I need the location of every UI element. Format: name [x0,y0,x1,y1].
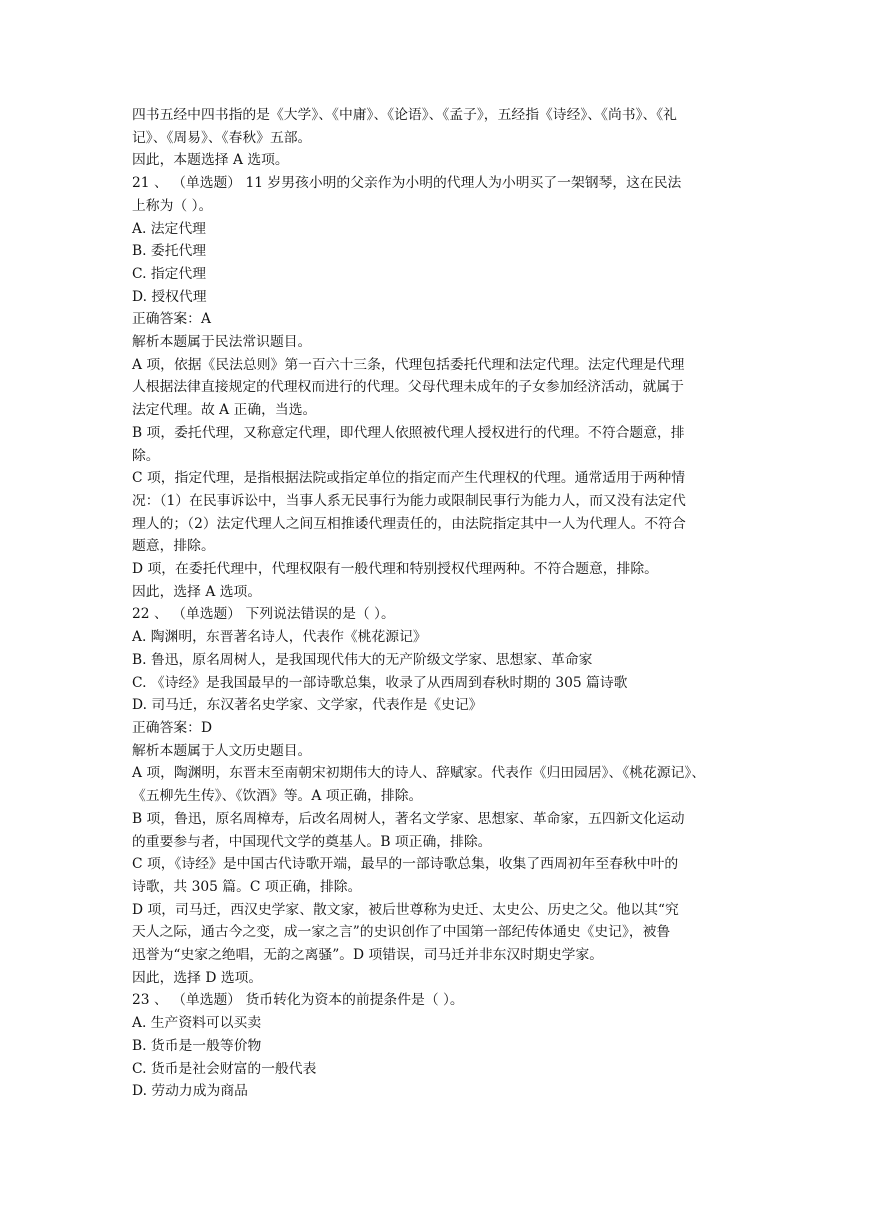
option-c: C. 指定代理 [132,265,207,282]
option-a: A. 法定代理 [132,220,206,237]
analysis-line: 理人的；（2）法定代理人之间互相推诿代理责任的，由法院指定其中一人为代理人。不符合 [132,515,686,532]
option-b: B. 委托代理 [132,243,207,260]
analysis-line: 《五柳先生传》、《饮酒》等。A 项正确，排除。 [132,788,423,805]
option-d: D. 司马迁，东汉著名史学家、文学家，代表作是《史记》 [132,697,483,714]
analysis-line: C 项，指定代理，是指根据法院或指定单位的指定而产生代理权的代理。通常适用于两种情 [132,470,686,487]
analysis-line: 诗歌，共 305 篇。C 项正确，排除。 [132,878,362,895]
analysis-line: 天人之际，通古今之变，成一家之言”的史识创作了中国第一部纪传体通史《史记》，被鲁 [132,924,671,941]
analysis-line: B 项，委托代理，又称意定代理，即代理人依照被代理人授权进行的代理。不符合题意，排 [132,424,685,441]
option-c: C. 货币是社会财富的一般代表 [132,1060,317,1077]
analysis-line: 除。 [132,447,160,464]
analysis-line: C 项，《诗经》是中国古代诗歌开端，最早的一部诗歌总集，收集了西周初年至春秋中叶的 [132,856,679,873]
text-line: 因此，本题选择 A 选项。 [132,152,289,169]
question-21-stem: 21 、 （单选题） 11 岁男孩小明的父亲作为小明的代理人为小明买了一架钢琴，这在民法 [132,175,682,192]
analysis-line: 题意，排除。 [132,538,215,555]
analysis-line: A 项，依据《民法总则》第一百六十三条，代理包括委托代理和法定代理。法定代理是代理 [132,356,685,373]
text-line: 四书五经中四书指的是《大学》、《中庸》、《论语》、《孟子》，五经指《诗经》、《尚书》、《礼 [132,107,677,123]
correct-answer: 正确答案：D [132,719,213,736]
option-b: B. 鲁迅，原名周树人，是我国现代伟大的无产阶级文学家、思想家、革命家 [132,651,593,668]
analysis-line: 的重要参与者，中国现代文学的奠基人。B 项正确，排除。 [132,833,492,850]
conclusion-line: 因此，选择 A 选项。 [132,583,262,600]
option-c: C. 《诗经》是我国最早的一部诗歌总集，收录了从西周到春秋时期的 305 篇诗歌 [132,674,628,691]
analysis-line: D 项，司马迁，西汉史学家、散文家，被后世尊称为史迁、太史公、历史之父。他以其“究 [132,901,679,918]
question-23-stem: 23 、 （单选题） 货币转化为资本的前提条件是（ ）。 [132,992,464,1009]
option-a: A. 生产资料可以买卖 [132,1015,262,1032]
analysis-line: 解析本题属于人文历史题目。 [132,742,312,759]
option-d: D. 劳动力成为商品 [132,1083,248,1100]
analysis-line: 迅誉为“史家之绝唱，无韵之离骚”。D 项错误，司马迁并非东汉时期史学家。 [132,947,604,964]
correct-answer: 正确答案：A [132,311,211,328]
analysis-line: A 项，陶渊明，东晋末至南朝宋初期伟大的诗人、辞赋家。代表作《归田园居》、《桃花源记》、 [132,765,706,782]
analysis-line: 解析本题属于民法常识题目。 [132,334,312,351]
question-21-stem: 上称为（ ）。 [132,197,213,214]
analysis-line: D 项，在委托代理中，代理权限有一般代理和特别授权代理两种。不符合题意，排除。 [132,561,658,578]
option-b: B. 货币是一般等价物 [132,1037,262,1054]
analysis-line: 法定代理。故 A 正确，当选。 [132,402,317,419]
conclusion-line: 因此，选择 D 选项。 [132,969,263,986]
text-line: 记》、《周易》、《春秋》五部。 [132,129,312,146]
option-a: A. 陶渊明，东晋著名诗人，代表作《桃花源记》 [132,629,427,646]
analysis-line: 况：（1）在民事诉讼中，当事人系无民事行为能力或限制民事行为能力人，而又没有法定代 [132,492,686,509]
analysis-line: B 项，鲁迅，原名周樟寿，后改名周树人，著名文学家、思想家、革命家，五四新文化运动 [132,810,685,827]
question-22-stem: 22 、 （单选题） 下列说法错误的是（ ）。 [132,606,395,623]
document-body [132,104,738,1103]
analysis-line: 人根据法律直接规定的代理权而进行的代理。父母代理未成年的子女参加经济活动，就属于 [132,379,684,396]
option-d: D. 授权代理 [132,288,207,305]
